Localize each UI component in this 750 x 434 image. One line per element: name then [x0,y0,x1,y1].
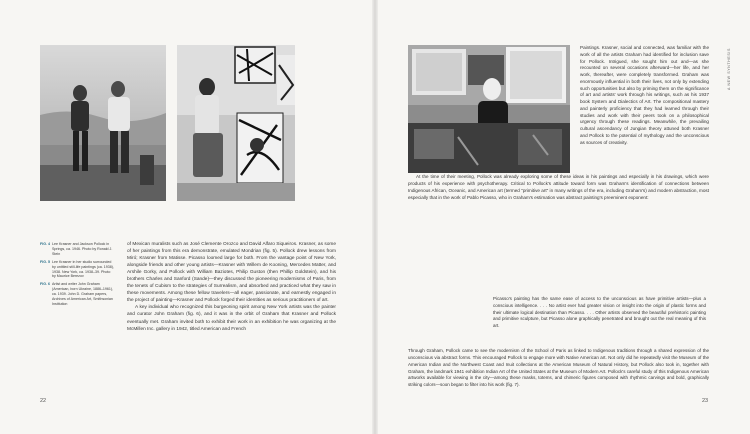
body-paragraph: A key individual who recognized this burgeoning spirit among New York artists was the painter and curator John Graham (fig. 6), and it was in the orbit of Graham that Krasner and Pollock eventually met. Graham invited both to exhibit their work in an exhibition he was organizing at the McMillen Inc. gallery in 1942, titled American and French [127,305,336,332]
right-wide-text [408,174,709,202]
right-bottom-text [408,348,709,389]
caption-fig-6 [40,282,114,307]
page-number-left: 22 [40,398,47,404]
caption-fig-4 [40,242,114,257]
caption-text: Lee Krasner in her studio surrounded by untitled still-life paintings (ca. 1938), 1938. New York, ca. 1938–39. Photo by Maurice Berezov [52,259,114,279]
caption-text: Lee Krasner and Jackson Pollock in Springs, ca. 1946. Photo by Ronald J. Stein [52,242,113,256]
book-gutter [372,0,378,434]
body-paragraph: Paintings. Krasner, social and connected, was familiar with the work of all the artists Graham had identified for inclusion save for Pollock. Intrigued, she sought him out and—as she recounted on several occasions afterward—her life, and her work, thereafter, were completely transformed. Graham was enormously influential in both their lives, not only by extending such opportunities but also by priming them on the significance of art and artists' work through his writings, such as his 1937 book System and Dialectics of Art. The compositional mastery and painterly proficiency that they had learned through their studies and work with their peers took on a philosophical urgency through these readings. Meanwhile, the prevailing cultural ascendancy of Jungian theory attuned both Krasner and Pollock to the potential of mythology and the unconscious as sources of creativity. [580,45,709,145]
body-paragraph: At the time of their meeting, Pollock was already exploring some of these ideas in his paintings and especially in his drawings, which were products of his experience with psychotherapy. Critical to Pollock's attitude toward form was Graham's identification of connections between Indigenous African, Oceanic, and American art (termed "primitive art" in many writings of the era, including Graham's) and modern abstraction, most especially that in the work of Pablo Picasso, who in Graham's estimation was abstract painting's preeminent exponent: [408,174,709,200]
body-paragraph: of Mexican muralists such as José Clemente Orozco and David Alfaro Siqueiros. Krasner, as some of her paintings from this era demonstrate, emulated Mondrian (fig. 5). Pollock drew lessons from Miró; Krasner from Matisse. Picasso loomed large for both. From the vantage point of New York, alongside friends and other young artists—Krasner with Willem de Kooning, Mercedes Matter, and Arshile Gorky, and Pollock with William Baziotes, Philip Guston (then Phillip Goldstein), and his brothers Charles and Sanford (Sande)—they discussed the pioneering modernisms of Paris, from the tenets of Cubism to the strategies of Surrealism, and absorbed and practiced what they saw in these movements. Among these fellow travelers—all eager, passionate, and earnestly engaged in the project of painting—Krasner and Pollock forged their identities as serious practitioners of art. [127,242,336,304]
running-head: A NEW SYNTHESIS [727,48,731,90]
caption-label: FIG. 4 [40,242,50,246]
left-body-text [127,241,336,333]
caption-label: FIG. 6 [40,282,50,287]
figure-captions [40,242,114,310]
page-number-right: 23 [702,398,709,404]
photo-krasner-studio [177,45,295,201]
body-paragraph: Through Graham, Pollock came to see the modernism of the School of Paris as linked to Indigenous traditions through a shared expression of the unconscious via abstract forms. This encouraged Pollock to engage more with Native American art. Not only did he repeatedly visit the Museum of the American Indian and the Northwest Coast and Inuit collections at the American Museum of Natural History, but Pollock also took in, together with Graham, the landmark 1941 exhibition Indian Art of the United States at the Museum of Modern Art. Pollock's careful study of this Indigenous American artworks available for viewing in the city—among these masks, totems, and chimeric figures composed with rhythmic carvings and bold, graphically striking colors—soon began to filter into his work (fig. 7). [408,348,709,388]
right-column-text [580,45,709,146]
caption-text: Artist and writer John Graham (American, born Ukraine, 1886–1961), ca. 1939. John D. Graham papers, Archives of American Art, Smithsonian Institution [52,282,114,306]
caption-fig-5 [40,260,114,280]
photo-john-graham [408,45,570,173]
caption-label: FIG. 5 [40,259,50,264]
block-quote: Picasso's painting has the same ease of access to the unconscious as have primitive artists—plus a conscious intelligence. . . . No artist ever had greater vision or insight into the origin of plastic forms and their ultimate logical destination than Picasso. . . . Other artists observed the beautiful prehistoric painting and primitive sculpture, but Picasso alone graphically penetrated and brought out the real meaning of this art. [493,296,706,329]
photo-krasner-pollock [40,45,166,201]
